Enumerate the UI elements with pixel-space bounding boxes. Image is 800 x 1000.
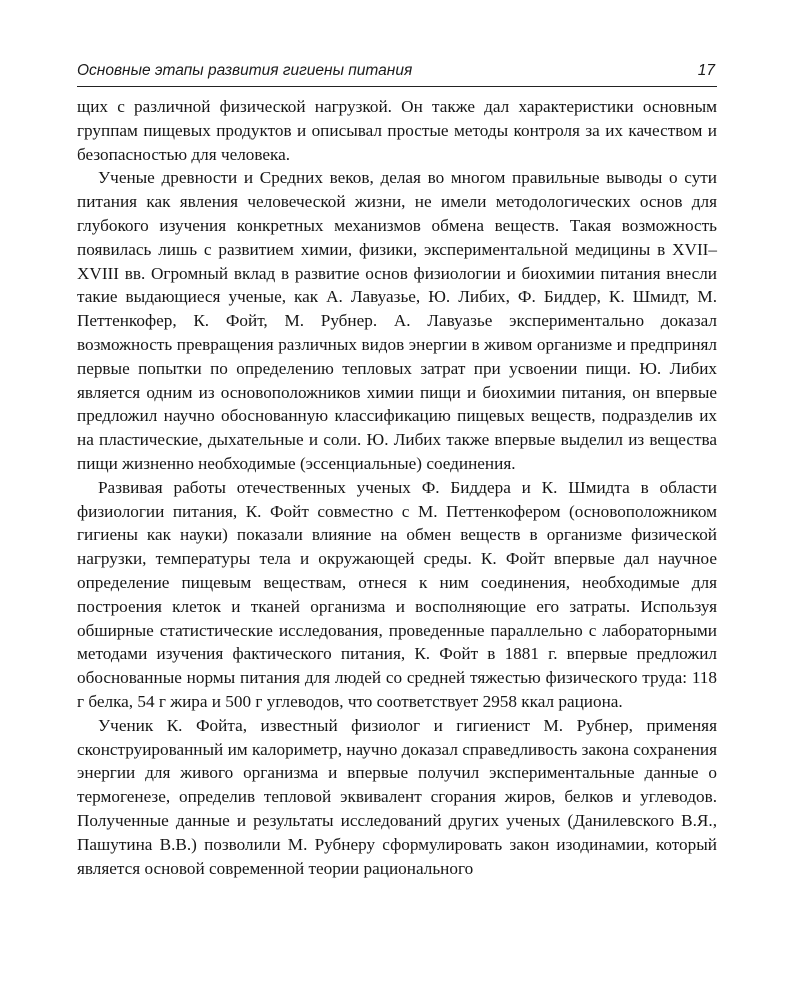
chapter-title: Основные этапы развития гигиены питания <box>77 62 413 79</box>
body-text <box>77 95 717 880</box>
paragraph: Ученые древности и Средних веков, делая во многом правильные выводы о сути питания как явления человеческой жизни, не имели методологических основ для глубокого изучения конкретных механизмов обмена веществ. Такая возможность появилась лишь с развитием химии, физики, экспериментальной медицины в XVII–XVIII вв. Огромный вклад в развитие основ физиологии и биохимии питания внесли такие выдающиеся ученые, как А. Лавуазье, Ю. Либих, Ф. Биддер, К. Шмидт, М. Петтенкофер, К. Фойт, М. Рубнер. А. Лавуазье экспериментально доказал возможность превращения различных видов энергии в живом организме и предпринял первые попытки по определению тепловых затрат при усвоении пищи. Ю. Либих является одним из основоположников химии пищи и биохимии питания, он впервые предложил научно обоснованную классификацию пищевых веществ, подразделив их на пластические, дыхательные и соли. Ю. Либих также впервые выделил из вещества пищи жизненно необходимые (эссенциальные) соединения. <box>77 168 717 473</box>
paragraph: Ученик К. Фойта, известный физиолог и гигиенист М. Рубнер, применяя сконструированный им калориметр, научно доказал справедливость закона сохранения энергии для живого организма и впервые получил экспериментальные данные о термогенезе, определив тепловой эквивалент сгорания жиров, белков и углеводов. Полученные данные и результаты исследований других ученых (Данилевского В.Я., Пашутина В.В.) позволили М. Рубнеру сформулировать закон изодинамии, который является основой современной теории рационального <box>77 715 717 878</box>
book-page <box>77 62 717 880</box>
paragraph: щих с различной физической нагрузкой. Он также дал характеристики основным группам пищевых продуктов и описывал простые методы контроля за их качеством и безопасностью для человека. <box>77 97 717 164</box>
page-number: 17 <box>697 62 715 79</box>
paragraph: Развивая работы отечественных ученых Ф. Биддера и К. Шмидта в области физиологии питания, К. Фойт совместно с М. Петтенкофером (основоположником гигиены как науки) показали влияние на обмен веществ в организме физической нагрузки, температуры тела и окружающей среды. К. Фойт впервые дал научное определение пищевым веществам, отнеся к ним соединения, необходимые для построения клеток и тканей организма и восполняющие его затраты. Используя обширные статистические исследования, проведенные параллельно с лабораторными методами изучения фактического питания, К. Фойт в 1881 г. впервые предложил обоснованные нормы питания для людей со средней тяжестью физического труда: 118 г белка, 54 г жира и 500 г углеводов, что соответствует 2958 ккал рациона. <box>77 477 717 711</box>
running-header <box>77 62 717 87</box>
